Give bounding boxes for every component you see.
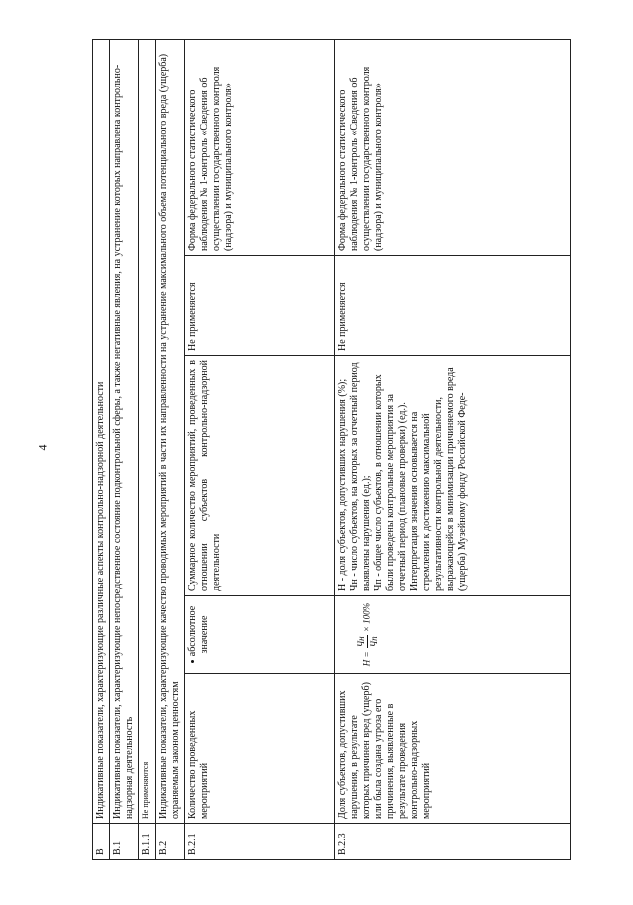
- indicator-formula: [335, 596, 571, 674]
- row-b: [93, 39, 110, 859]
- row-text: Индикативные показатели, характеризующие качество проводимых мероприятий в части их направленности на устранение максимального объема потенциального вреда (ущерба) охраняемым законом ценностям: [156, 39, 185, 823]
- indicator-source: Форма федерального статистического наблюдения № 1-контроль «Сведения об осуществлении государственного контроля (надзора) и муниципального контроля»: [185, 39, 335, 255]
- indicator-target: Не применяется: [185, 256, 335, 356]
- indicator-description: Суммарное количество мероприятий, проведенных в отношении субъектов контрольно-надзорной деятельности: [185, 356, 335, 596]
- row-b11: [139, 39, 156, 859]
- formula-denominator: Чп: [369, 636, 379, 648]
- formula-lhs: Н =: [361, 651, 372, 667]
- formula-fraction: [355, 635, 380, 648]
- row-code: В.2.1: [185, 824, 335, 860]
- row-b1: [110, 39, 139, 859]
- row-b21: [185, 39, 335, 859]
- indicator-target: Не применяется: [335, 256, 571, 356]
- indicator-description: Н - доля субъектов, допустивших нарушения (%); Чн - число субъектов, на которых за отчетный период выявлены нарушения (ед.); Чп - общее число субъектов, в отношении которых были проведены контрольные мероприятия за отчетный период (плановые проверки) (ед.). Интерпретация значения основывается на стремлении к достижению максимальной результативности контрольной деятельности, выражающейся в минимизации причиняемого вреда (ущерба) Музейному фонду Российской Феде-: [335, 356, 571, 596]
- indicator-formula: [185, 596, 335, 674]
- formula-rhs: × 100%: [361, 602, 372, 633]
- bullet-icon: [191, 660, 194, 663]
- row-b2: [156, 39, 185, 859]
- indicator-name: Доля субъектов, допустивших нарушения, в результате которых причинен вред (ущерб) или была создана угроза его причинения, выявленные в результате проведения контрольно-надзорных мероприятий: [335, 674, 571, 824]
- rotated-document: [92, 40, 612, 860]
- formula-numerator: Чн: [356, 636, 366, 648]
- row-code: В.1: [110, 824, 139, 860]
- indicator-name: Количество проведенных мероприятий: [185, 674, 335, 824]
- row-code: В.1.1: [139, 824, 156, 860]
- row-text: Не применяются: [139, 39, 156, 823]
- row-code: В.2: [156, 824, 185, 860]
- formula-expression: [355, 603, 380, 666]
- formula-text: абсолютное значение: [187, 605, 210, 657]
- indicator-source: Форма федерального статистического наблюдения № 1-контроль «Сведения об осуществлении государственного контроля (надзора) и муниципального контроля»: [335, 39, 571, 255]
- row-code: В: [93, 824, 110, 860]
- row-b23: [335, 39, 571, 859]
- page-number: 4: [35, 444, 50, 451]
- row-code: В.2.3: [335, 824, 571, 860]
- row-text: Индикативные показатели, характеризующие различные аспекты контрольно-надзорной деятельности: [93, 39, 110, 823]
- indicators-table: [92, 39, 571, 860]
- row-text: Индикативные показатели, характеризующие непосредственное состояние подконтрольной сферы, а также негативные явления, на устранение которых направлена контрольно-надзорная деятельность: [110, 39, 139, 823]
